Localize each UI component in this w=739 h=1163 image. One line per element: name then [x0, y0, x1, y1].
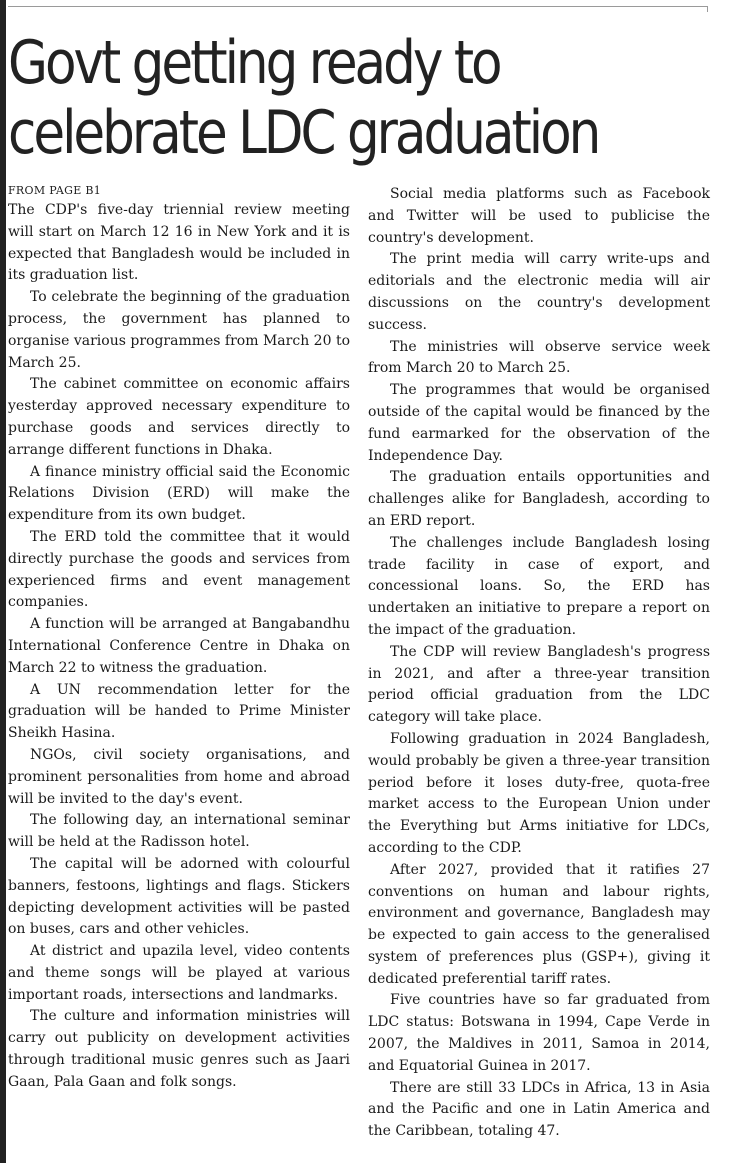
paragraph: NGOs, civil society organisations, and prominent personalities from home and abroad will be invited to the day's event.	[8, 746, 350, 807]
right-column	[368, 184, 710, 1143]
paragraph: The programmes that would be organised outside of the capital would be financed by the fund earmarked for the observation of the Independence Day.	[368, 382, 710, 464]
paragraph: Following graduation in 2024 Bangladesh, would probably be given a three-year transition period before it loses duty-free, quota-free market access to the European Union under the Everything but Arms initiative for LDCs, according to the CDP.	[368, 730, 710, 856]
paragraph: The CDP will review Bangladesh's progress in 2021, and after a three-year transition period official graduation from the LDC category will take place.	[368, 643, 710, 726]
paragraph: The following day, an international seminar will be held at the Radisson hotel.	[8, 812, 350, 851]
paragraph: After 2027, provided that it ratifies 27 conventions on human and labour rights, environment and governance, Bangladesh may be expected to gain access to the generalised system of preferences plus (GSP+), giving it dedicated preferential tariff rates.	[368, 861, 710, 987]
paragraph: The CDP's five-day triennial review meeting will start on March 12 16 in New York and it is expected that Bangladesh would be included in its graduation list.	[8, 202, 350, 284]
paragraph: Five countries have so far graduated from LDC status: Botswana in 1994, Cape Verde in 2007, the Maldives in 2011, Samoa in 2014, and Equatorial Guinea in 2017.	[368, 992, 710, 1074]
paragraph: A function will be arranged at Bangabandhu International Conference Centre in Dhaka on March 22 to witness the graduation.	[8, 616, 350, 676]
paragraph: A UN recommendation letter for the graduation will be handed to Prime Minister Sheikh Hasina.	[8, 681, 350, 742]
page-edge-shadow	[0, 0, 6, 1163]
paragraph: To celebrate the beginning of the graduation process, the government has planned to organise various programmes from March 20 to March 25.	[8, 289, 350, 371]
paragraph: Social media platforms such as Facebook and Twitter will be used to publicise the country's development.	[368, 186, 710, 246]
paragraph: The graduation entails opportunities and challenges alike for Bangladesh, according to an ERD report.	[368, 469, 710, 529]
dateline: FROM PAGE B1	[8, 184, 102, 197]
headline	[8, 28, 610, 168]
paragraph: The ERD told the committee that it would directly purchase the goods and services from experienced firms and event management companies.	[8, 528, 350, 611]
top-rule	[8, 6, 708, 7]
paragraph: The culture and information ministries will carry out publicity on development activities through traditional music genres such as Jaari Gaan, Pala Gaan and folk songs.	[8, 1008, 350, 1090]
paragraph: At district and upazila level, video contents and theme songs will be played at various important roads, intersections and landmarks.	[8, 943, 350, 1003]
paragraph: The ministries will observe service week from March 20 to March 25.	[368, 338, 710, 377]
paragraph: The challenges include Bangladesh losing trade facility in case of export, and concessional loans. So, the ERD has undertaken an initiative to prepare a report on the impact of the graduation.	[368, 534, 710, 638]
left-column	[8, 184, 350, 1094]
corner-rule	[707, 6, 708, 12]
headline-line-2: celebrate LDC graduation	[8, 98, 599, 168]
paragraph: There are still 33 LDCs in Africa, 13 in Asia and the Pacific and one in Latin America and the Caribbean, totaling 47.	[368, 1079, 710, 1140]
paragraph: The print media will carry write-ups and editorials and the electronic media will air discussions on the country's development success.	[368, 251, 710, 333]
paragraph: A finance ministry official said the Economic Relations Division (ERD) will make the expenditure from its own budget.	[8, 463, 350, 524]
paragraph: The cabinet committee on economic affairs yesterday approved necessary expenditure to purchase goods and services directly to arrange different functions in Dhaka.	[8, 376, 350, 458]
paragraph: The capital will be adorned with colourful banners, festoons, lightings and flags. Stickers depicting development activities will be pasted on buses, cars and other vehicles.	[8, 855, 350, 938]
headline-line-1: Govt getting ready to	[8, 28, 500, 98]
